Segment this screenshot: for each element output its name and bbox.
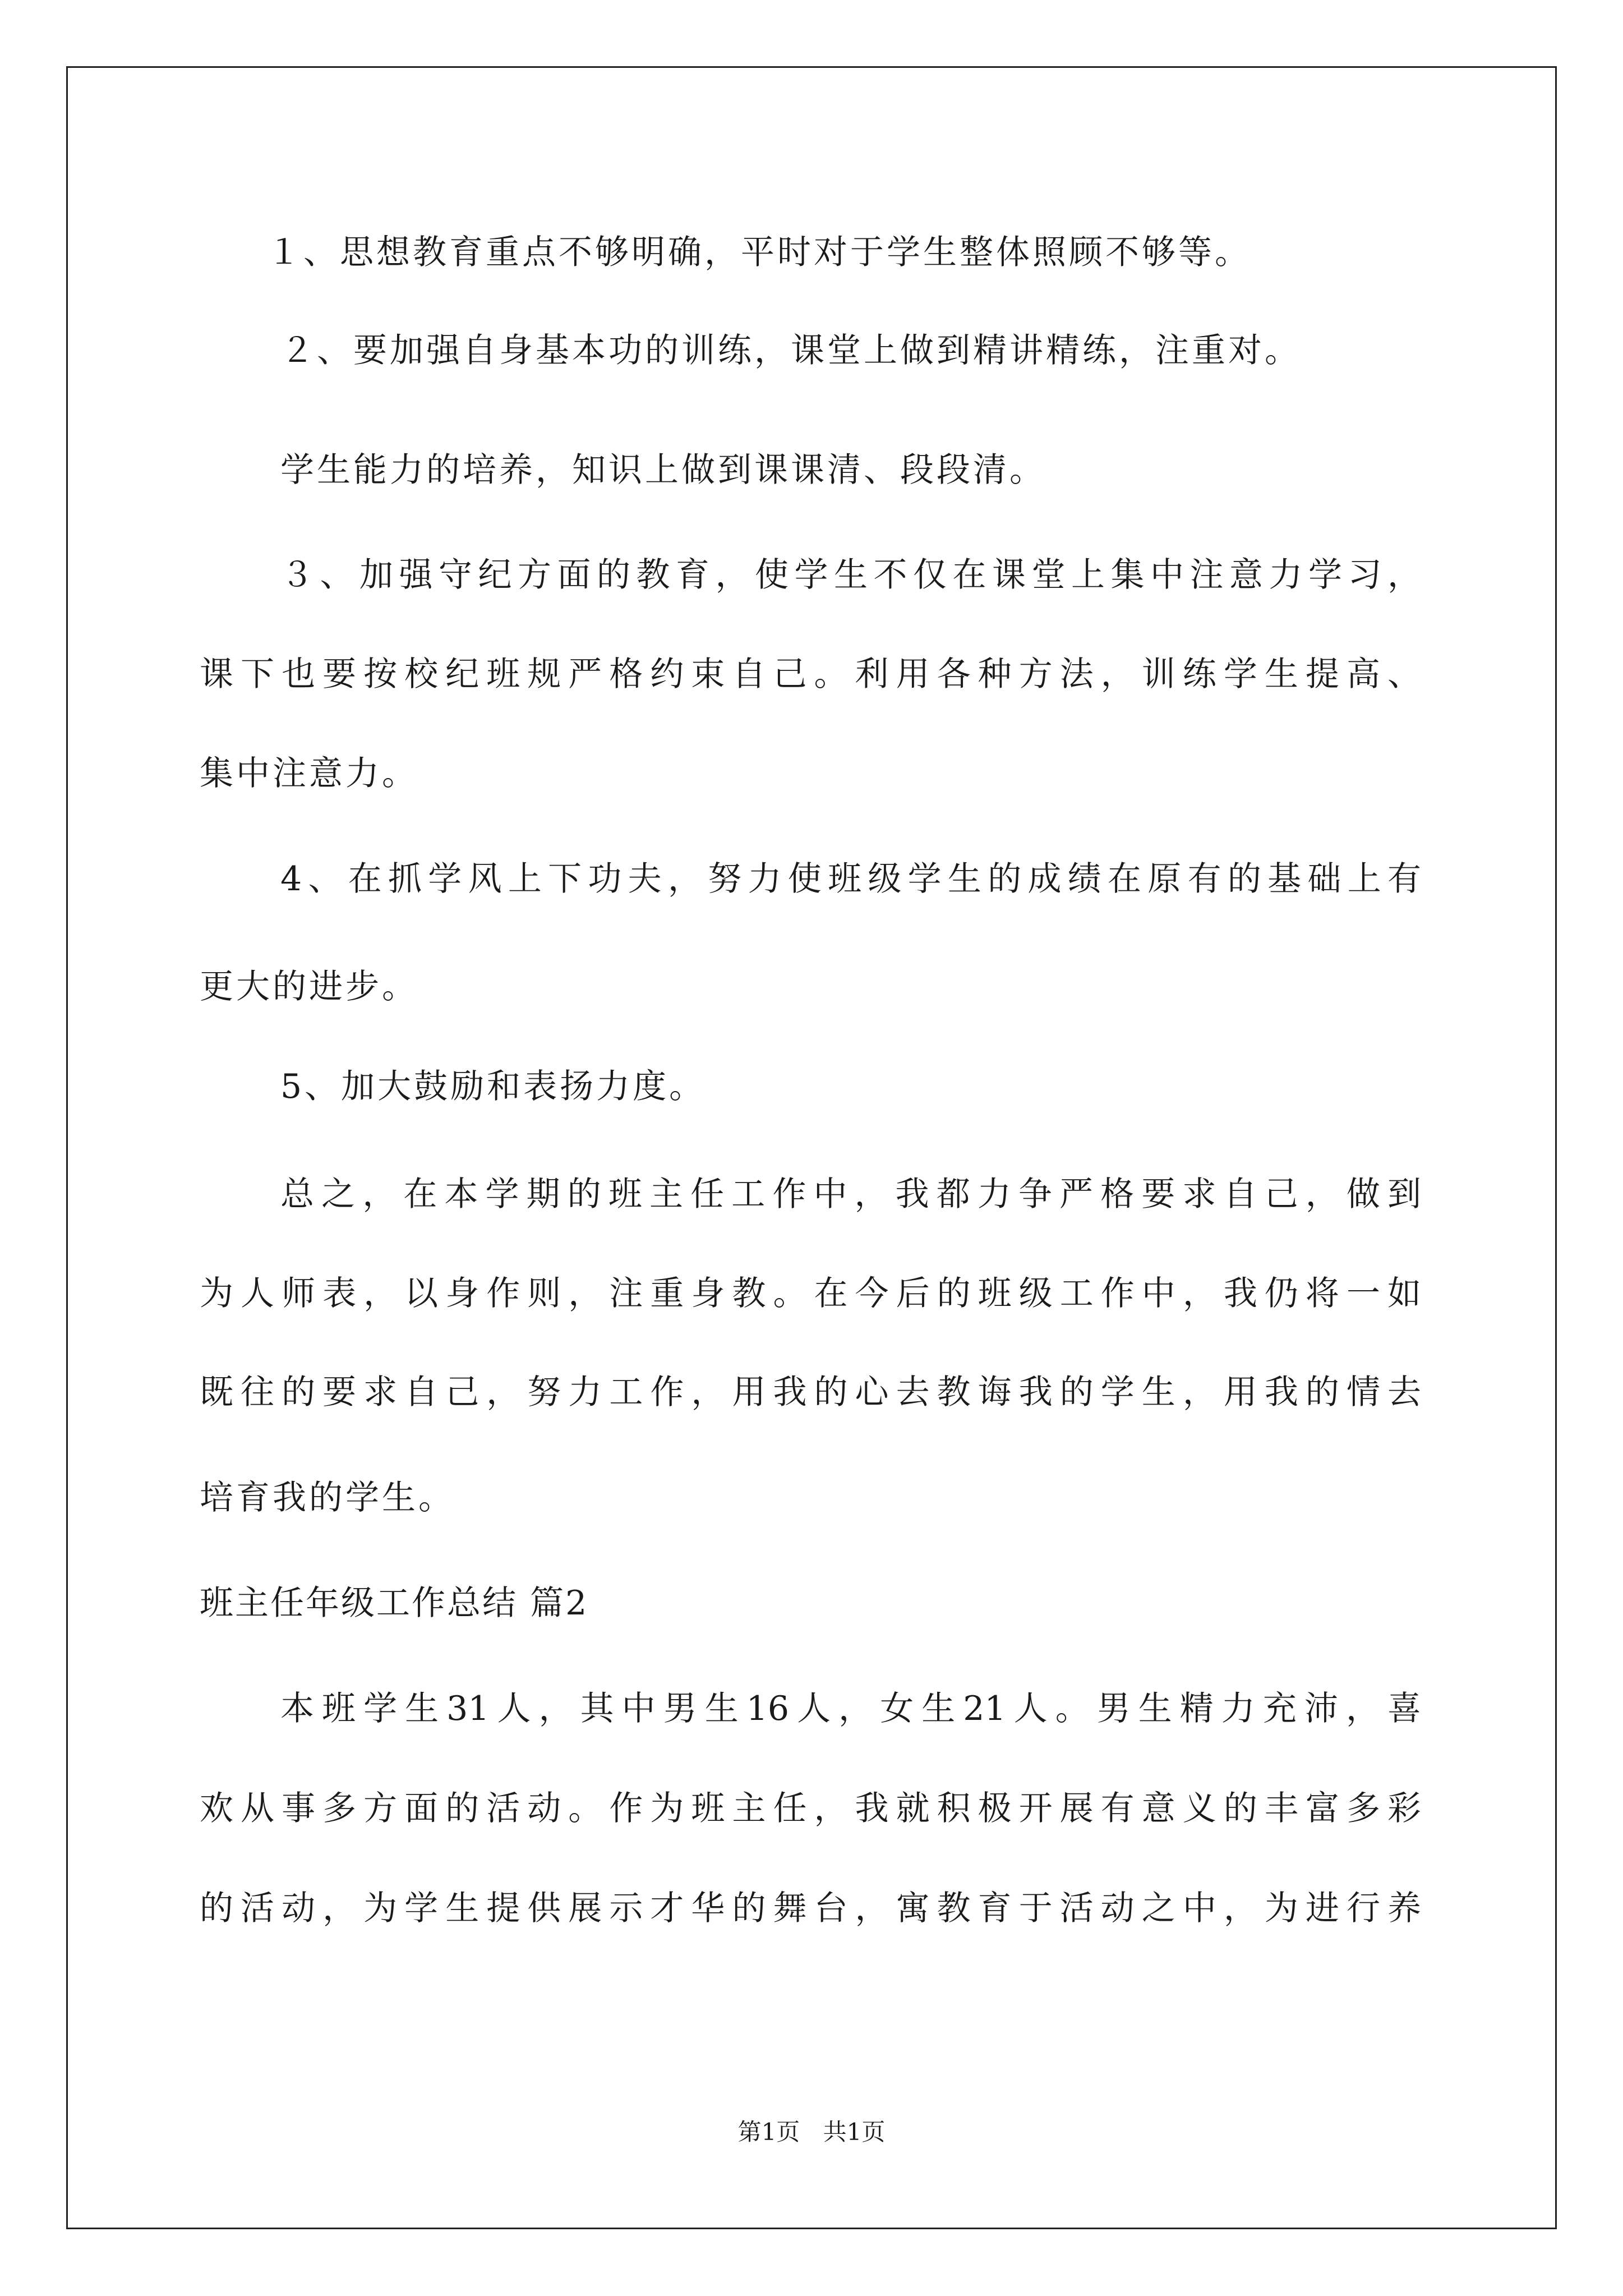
- text-line: １、思想教育重点不够明确，平时对于学生整体照顾不够等。: [267, 233, 1251, 272]
- text-line: 本班学生31人，其中男生16人，女生21人。男生精力充沛，喜: [280, 1689, 1421, 1728]
- text-line: 总之，在本学期的班主任工作中，我都力争严格要求自己，做到: [280, 1175, 1421, 1214]
- section-heading: 班主任年级工作总结 篇2: [200, 1584, 589, 1623]
- text-line: ２、要加强自身基本功的训练，课堂上做到精讲精练，注重对。: [280, 331, 1301, 370]
- text-line: 课下也要按校纪班规严格约束自己。利用各种方法，训练学生提高、: [200, 655, 1421, 694]
- text-line: 更大的进步。: [200, 967, 418, 1006]
- page-total: 共1页: [823, 2118, 886, 2146]
- text-line: 为人师表，以身作则，注重身教。在今后的班级工作中，我仍将一如: [200, 1274, 1421, 1313]
- page-footer: [0, 2116, 1623, 2148]
- text-line: 的活动，为学生提供展示才华的舞台，寓教育于活动之中，为进行养: [200, 1889, 1421, 1928]
- text-line: 集中注意力。: [200, 754, 418, 793]
- page-number: 第1页: [737, 2118, 800, 2146]
- text-line: 4、在抓学风上下功夫，努力使班级学生的成绩在原有的基础上有: [280, 859, 1421, 899]
- text-line: 培育我的学生。: [200, 1478, 455, 1517]
- text-line: 学生能力的培养，知识上做到课课清、段段清。: [280, 450, 1046, 490]
- text-line: 既往的要求自己，努力工作，用我的心去教诲我的学生，用我的情去: [200, 1373, 1421, 1412]
- text-line: 欢从事多方面的活动。作为班主任，我就积极开展有意义的丰富多彩: [200, 1789, 1421, 1828]
- text-line: 5、加大鼓励和表扬力度。: [280, 1067, 706, 1106]
- text-line: ３、加强守纪方面的教育，使学生不仅在课堂上集中注意力学习，: [280, 555, 1421, 595]
